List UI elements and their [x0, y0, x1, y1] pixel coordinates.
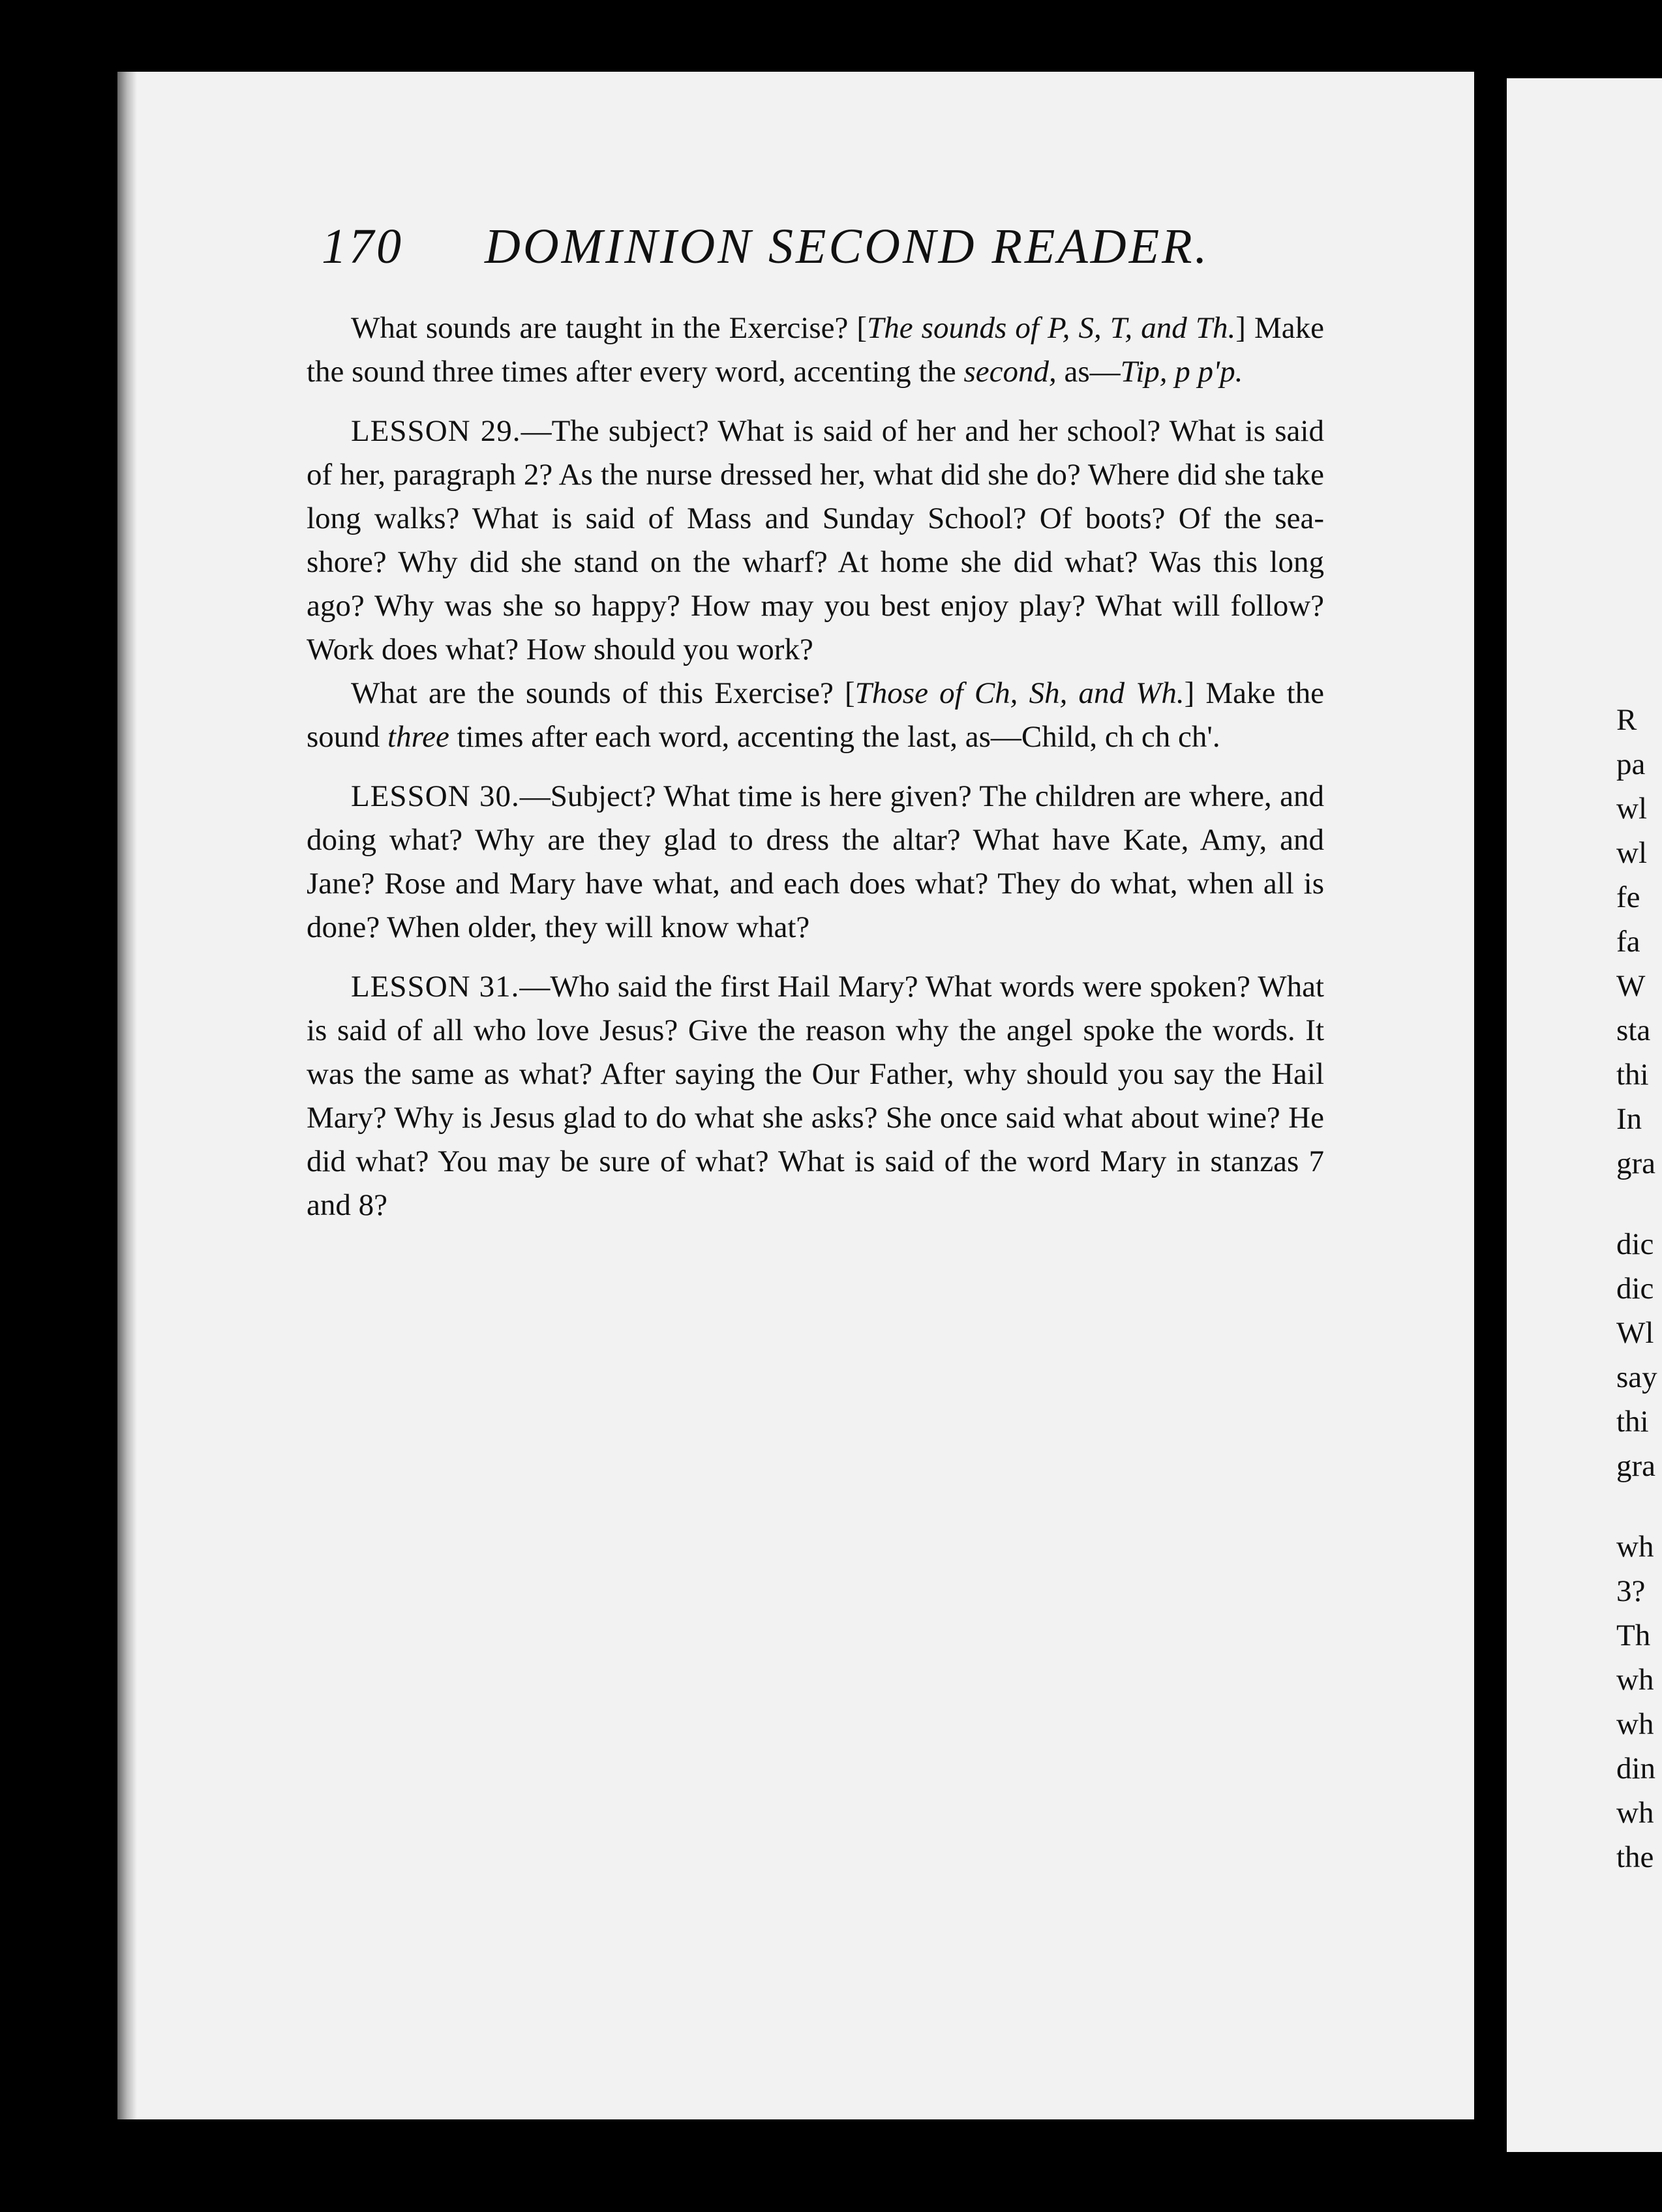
- right-fragment: [1616, 1488, 1662, 1525]
- right-fragment: gra: [1616, 1449, 1656, 1483]
- right-fragment: dic: [1616, 1272, 1654, 1306]
- right-fragment: thi: [1616, 1405, 1649, 1439]
- right-fragment: sta: [1616, 1013, 1651, 1047]
- book-title: DOMINION SECOND READER.: [485, 219, 1210, 274]
- right-fragment: [1616, 1186, 1662, 1222]
- right-fragment: the: [1616, 1840, 1654, 1874]
- lesson-heading: LESSON 30.: [351, 779, 520, 813]
- right-fragment: wh: [1616, 1707, 1654, 1741]
- paragraph-p5: [307, 965, 1324, 1227]
- paragraph-p4: [307, 775, 1324, 949]
- right-fragment: wh: [1616, 1530, 1654, 1564]
- right-fragment: gra: [1616, 1146, 1656, 1180]
- italic-text: three: [387, 720, 449, 754]
- right-fragment: fa: [1616, 925, 1640, 959]
- text-run: What sounds are taught in the Exercise? [: [351, 311, 868, 345]
- text-run: What are the sounds of this Exercise? [: [351, 676, 855, 710]
- lesson-heading: LESSON 29.: [351, 414, 521, 448]
- right-fragment: W: [1616, 969, 1646, 1003]
- paragraph-p1: [307, 306, 1324, 394]
- page-body: [307, 306, 1324, 1227]
- paragraph-p2: [307, 410, 1324, 672]
- right-fragment: din: [1616, 1752, 1656, 1786]
- text-run: —The subject? What is said of her and her school? What is said of her, paragraph 2? As the nurse dressed her, what did she do? Where did she take long walks? What is said of Mass and Sunday School? Of boots? Of the sea-shore? Why did she stand on the wharf? At home she did what? Was this long ago? Why was she so happy? How may you best enjoy play? What will follow? Work does what? How should you work?: [307, 414, 1324, 666]
- text-run: —Who said the first Hail Mary? What words were spoken? What is said of all who love Jesus? Give the reason why the angel spoke the words. It was the same as what? After saying the Our Father, why should you say the Hail Mary? Why is Jesus glad to do what she asks? She once said what about wine? He did what? You may be sure of what? What is said of the word Mary in stanzas 7 and 8?: [307, 970, 1324, 1222]
- right-fragment: Th: [1616, 1619, 1651, 1652]
- right-fragment: dic: [1616, 1227, 1654, 1261]
- text-run: as—: [1056, 355, 1121, 389]
- page-gutter-shadow: [117, 72, 137, 2119]
- right-page-fragments: [1616, 698, 1662, 1879]
- right-fragment: wh: [1616, 1663, 1654, 1697]
- right-fragment: wl: [1616, 792, 1647, 826]
- right-fragment: pa: [1616, 747, 1646, 781]
- right-fragment: thi: [1616, 1058, 1649, 1092]
- italic-text: second,: [963, 355, 1057, 389]
- paragraph-p3: [307, 672, 1324, 759]
- right-fragment: In: [1616, 1102, 1642, 1136]
- italic-text: The sounds of P, S, T, and Th.: [867, 311, 1236, 345]
- lesson-heading: LESSON 31.: [351, 970, 520, 1004]
- right-fragment: wh: [1616, 1796, 1654, 1830]
- text-run: ] Make the sound three times after every word, accenting the: [307, 311, 1324, 389]
- italic-text: Tip, p p'p.: [1120, 355, 1243, 389]
- text-run: times after each word, accenting the last, as—Child, ch ch ch'.: [449, 720, 1220, 754]
- text-run: —Subject? What time is here given? The children are where, and doing what? Why are they glad to dress the altar? What have Kate, Amy, and Jane? Rose and Mary have what, and each does what? They do what, when all is done? When older, they will know what?: [307, 779, 1324, 944]
- text-run: ] Make the sound: [307, 676, 1324, 754]
- italic-text: Those of Ch, Sh, and Wh.: [854, 676, 1185, 710]
- right-fragment: R: [1616, 703, 1637, 737]
- right-fragment: Wl: [1616, 1316, 1654, 1350]
- page-number: 170: [322, 219, 404, 274]
- running-header: [322, 218, 1248, 275]
- right-fragment: say: [1616, 1360, 1657, 1394]
- right-fragment: fe: [1616, 880, 1640, 914]
- right-fragment: 3?: [1616, 1574, 1646, 1608]
- right-fragment: wl: [1616, 836, 1647, 870]
